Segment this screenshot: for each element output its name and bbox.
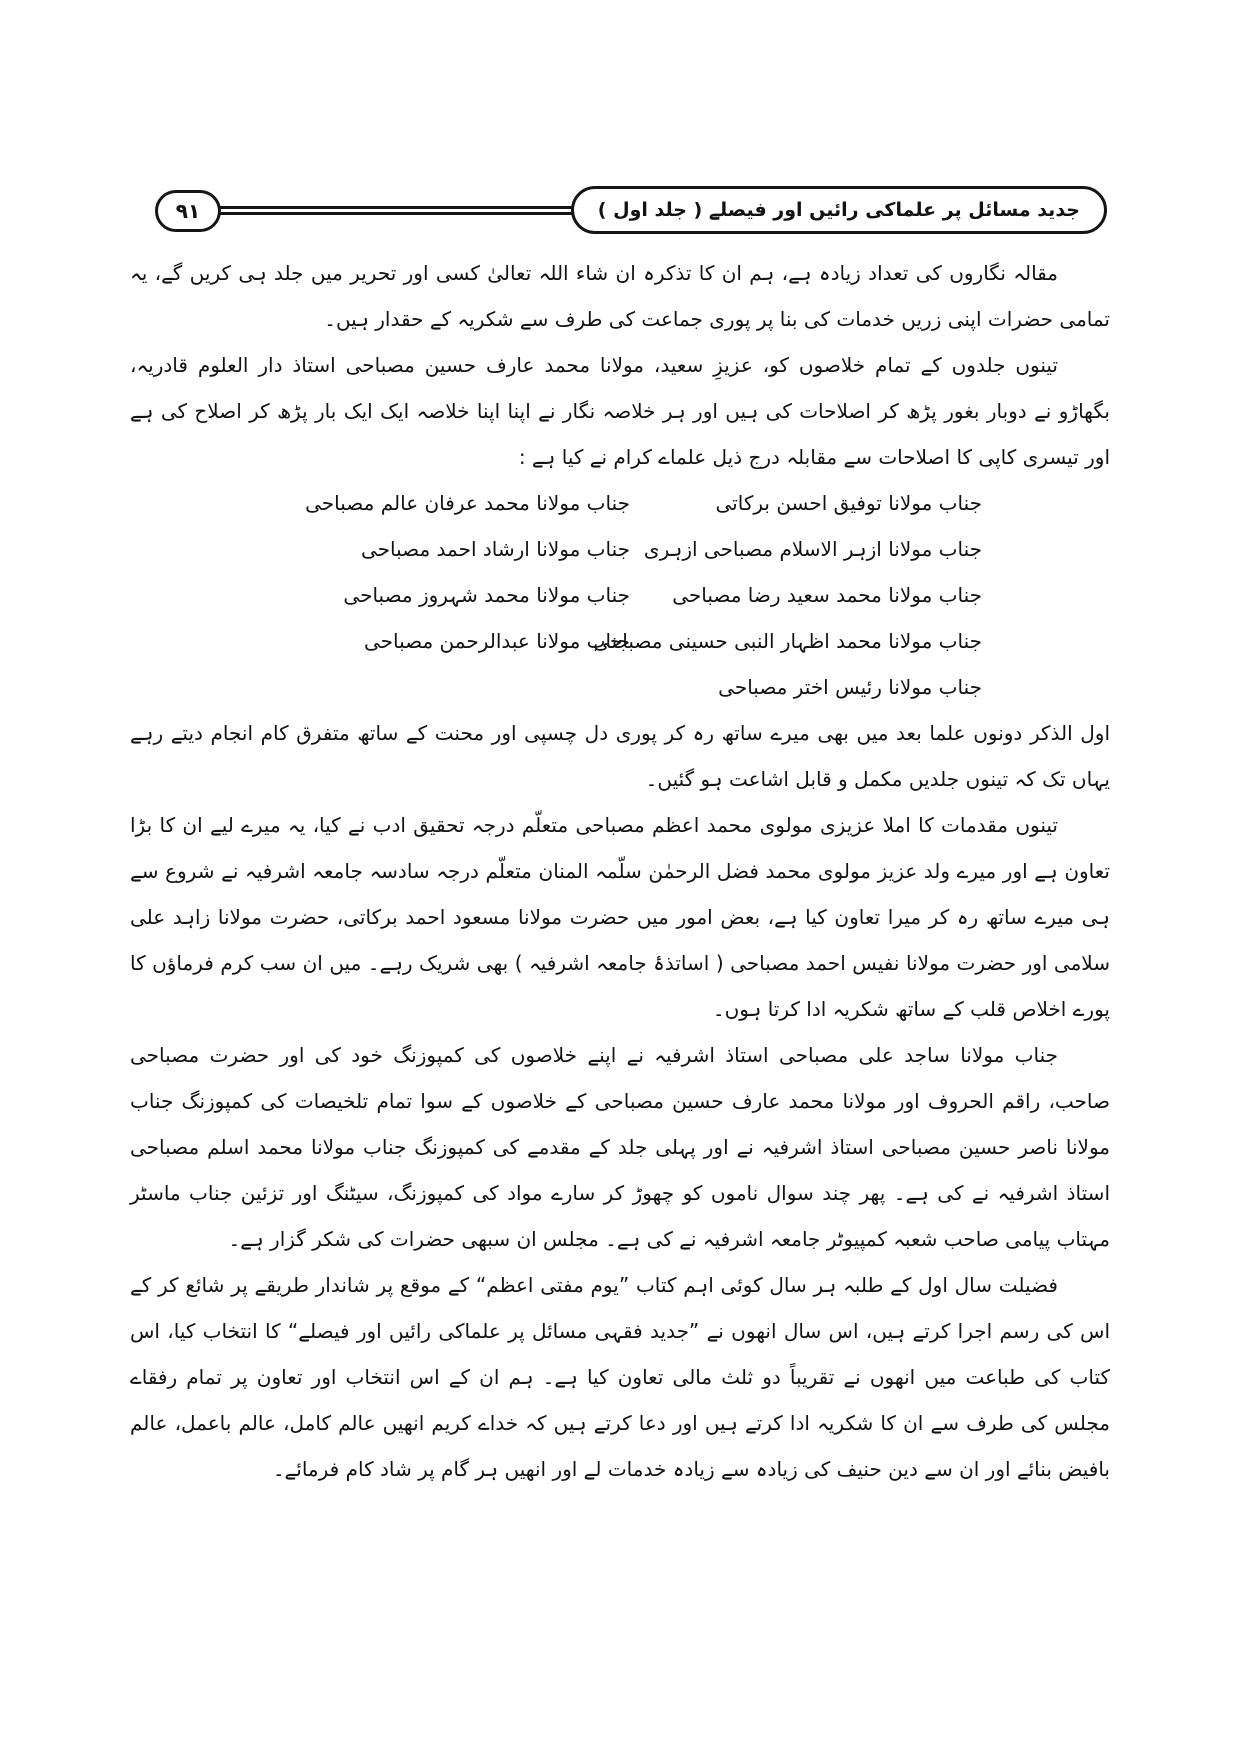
scholar-name: جناب مولانا محمد اظہار النبی حسینی مصباحی	[593, 629, 982, 653]
paragraph-2: تینوں جلدوں کے تمام خلاصوں کو، عزیزِ سعید، مولانا محمد عارف حسین مصباحی استاذ دار العلوم قادریہ، بگھاڑو نے دوبار بغور پڑھ کر اصلاحات کی ہیں اور ہر خلاصہ نگار نے اپنا اپنا خلاصہ ایک ایک بار پڑھ کر اصلاح کی ہے اور تیسری کاپی کا اصلاحات سے مقابلہ درج ذیل علماے کرام نے کیا ہے :	[130, 353, 1110, 469]
page-number: ۹۱	[175, 199, 201, 223]
book-title: جدید مسائل پر علماکی رائیں اور فیصلے ( جلد اول )	[597, 199, 1080, 221]
page-number-pill	[155, 190, 221, 232]
scholar-name: جناب مولانا توفیق احسن برکاتی	[715, 491, 982, 515]
scholar-name: جناب مولانا ارشاد احمد مصباحی	[360, 537, 630, 561]
paragraph-6: فضیلت سال اول کے طلبہ ہر سال کوئی اہم کتاب ”یوم مفتی اعظم“ کے موقع پر شاندار طریقے پر شائع کر کے اس کی رسم اجرا کرتے ہیں، اس سال انھوں نے ”جدید فقہی مسائل پر علماکی رائیں اور فیصلے“ کا انتخاب کیا، اس کتاب کی طباعت میں انھوں نے تقریباً دو ثلث مالی تعاون کیا ہے۔ ہم ان کے اس انتخاب اور تعاون پر تمام رفقاے مجلس کی طرف سے ان کا شکریہ ادا کرتے ہیں اور دعا کرتے ہیں کہ خداے کریم انھیں عالم کامل، عالم باعمل، عالم بافیض بنائے اور ان سے دین حنیف کی زیادہ سے زیادہ خدمات لے اور انھیں ہر گام پر شاد کام فرمائے۔	[130, 1273, 1110, 1481]
paragraph-5: جناب مولانا ساجد علی مصباحی استاذ اشرفیہ نے اپنے خلاصوں کی کمپوزنگ خود کی اور حضرت مصباحی صاحب، راقم الحروف اور مولانا محمد عارف حسین مصباحی کے خلاصوں کے سوا تمام تلخیصات کی کمپوزنگ جناب مولانا ناصر حسین مصباحی استاذ اشرفیہ نے اور پہلی جلد کے مقدمے کی کمپوزنگ جناب مولانا محمد اسلم مصباحی استاذ اشرفیہ نے کی ہے۔ پھر چند سوال ناموں کو چھوڑ کر سارے مواد کی کمپوزنگ، سیٹنگ اور تزئین جناب ماسٹر مہتاب پیامی صاحب شعبہ کمپیوٹر جامعہ اشرفیہ نے کی ہے۔ مجلس ان سبھی حضرات کی شکر گزار ہے۔	[130, 1043, 1110, 1251]
scholar-name	[330, 664, 630, 710]
scholar-name: جناب مولانا محمد شہروز مصباحی	[343, 583, 630, 607]
scholars-list	[130, 480, 982, 710]
scholar-name: جناب مولانا محمد سعید رضا مصباحی	[672, 583, 982, 607]
scholar-name: جناب مولانا عبدالرحمن مصباحی	[363, 629, 630, 653]
title-cartouche	[571, 186, 1107, 234]
scholar-name: جناب مولانا رئیس اختر مصباحی	[718, 675, 982, 699]
scholar-name: جناب مولانا محمد عرفان عالم مصباحی	[305, 491, 630, 515]
paragraph-4: تینوں مقدمات کا املا عزیزی مولوی محمد اعظم مصباحی متعلّم درجہ تحقیق ادب نے کیا، یہ میرے لیے ان کا بڑا تعاون ہے اور میرے ولد عزیز مولوی محمد فضل الرحمٰن سلّمہ المنان متعلّم درجہ سادسہ جامعہ اشرفیہ نے شروع سے ہی میرے ساتھ رہ کر میرا تعاون کیا ہے، بعض امور میں حضرت مولانا مسعود احمد برکاتی، حضرت مولانا زاہد علی سلامی اور حضرت مولانا نفیس احمد مصباحی ( اساتذۂ جامعہ اشرفیہ ) بھی شریک رہے۔ میں ان سب کرم فرماؤں کا پورے اخلاص قلب کے ساتھ شکریہ ادا کرتا ہوں۔	[130, 813, 1110, 1021]
scholar-name: جناب مولانا ازہر الاسلام مصباحی ازہری	[643, 537, 982, 561]
page-header	[0, 186, 1240, 236]
body-text	[130, 250, 1110, 1492]
paragraph-1: مقالہ نگاروں کی تعداد زیادہ ہے، ہم ان کا تذکرہ ان شاء اللہ تعالیٰ کسی اور تحریر میں جلد ہی کریں گے، یہ تمامی حضرات اپنی زریں خدمات کی بنا پر پوری جماعت کی طرف سے شکریہ کے حقدار ہیں۔	[130, 261, 1110, 331]
paragraph-3: اول الذکر دونوں علما بعد میں بھی میرے ساتھ رہ کر پوری دل چسپی اور محنت کے ساتھ متفرق کام انجام دیتے رہے یہاں تک کہ تینوں جلدیں مکمل و قابل اشاعت ہو گئیں۔	[130, 721, 1110, 791]
